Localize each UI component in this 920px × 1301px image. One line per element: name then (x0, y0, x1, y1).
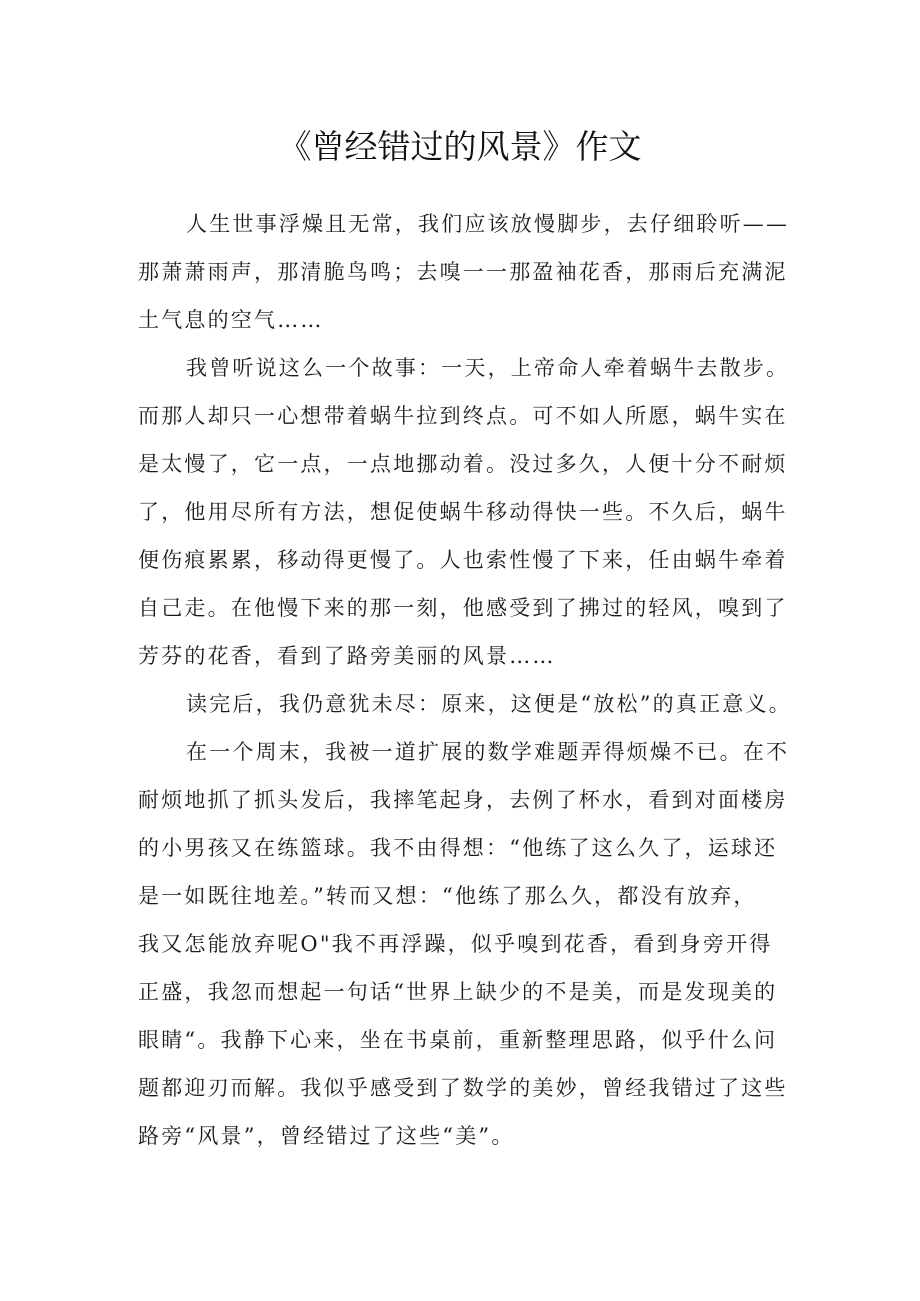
paragraph-1 (138, 200, 798, 344)
text-line: 自己走。在他慢下来的那一刻，他感受到了拂过的轻风，嗅到了 (138, 596, 788, 620)
text-line: 的小男孩又在练篮球。我不由得想：“他练了这么久了，运球还 (138, 836, 778, 860)
text-line: 读完后，我仍意犹未尽：原来，这便是“放松”的真正意义。 (186, 692, 792, 716)
text-line: 题都迎刃而解。我似乎感受到了数学的美妙，曾经我错过了这些 (138, 1076, 788, 1100)
paragraph-4 (138, 728, 798, 1160)
text-line: 我曾听说这么一个故事：一天，上帝命人牵着蜗牛去散步。 (186, 356, 790, 380)
text-line: 那萧萧雨声，那清脆鸟鸣；去嗅一一那盈袖花香，那雨后充满泥 (138, 260, 788, 284)
text-line: 是一如既往地差。”转而又想：“他练了那么久，都没有放弃， (138, 884, 757, 908)
document-title: 《曾经错过的风景》作文 (278, 127, 642, 166)
text-line: 我又怎能放弃呢O"我不再浮躁，似乎嗅到花香，看到身旁开得 (138, 932, 773, 956)
text-line: 便伤痕累累，移动得更慢了。人也索性慢了下来，任由蜗牛牵着 (138, 548, 788, 572)
text-line: 在一个周末，我被一道扩展的数学难题弄得烦燥不已。在不 (186, 740, 790, 764)
text-line: 土气息的空气…… (138, 308, 324, 332)
text-line: 了，他用尽所有方法，想促使蜗牛移动得快一些。不久后，蜗牛 (138, 500, 788, 524)
text-line: 芳芬的花香，看到了路旁美丽的风景…… (138, 644, 556, 668)
text-line: 而那人却只一心想带着蜗牛拉到终点。可不如人所愿，蜗牛实在 (138, 404, 788, 428)
text-line: 是太慢了，它一点，一点地挪动着。没过多久，人便十分不耐烦 (138, 452, 788, 476)
document-body (138, 200, 798, 1160)
paragraph-2 (138, 344, 798, 680)
text-line: 正盛，我忽而想起一句话“世界上缺少的不是美，而是发现美的 (138, 980, 778, 1004)
paragraph-3 (138, 680, 798, 728)
text-line: 耐烦地抓了抓头发后，我摔笔起身，去例了杯水，看到对面楼房 (138, 788, 788, 812)
text-line: 眼睛“。我静下心来，坐在书桌前，重新整理思路，似乎什么问 (138, 1028, 778, 1052)
text-line: 路旁“风景”，曾经错过了这些“美”。 (138, 1124, 515, 1148)
text-line: 人生世事浮燥且无常，我们应该放慢脚步，去仔细聆听—— (186, 212, 790, 236)
